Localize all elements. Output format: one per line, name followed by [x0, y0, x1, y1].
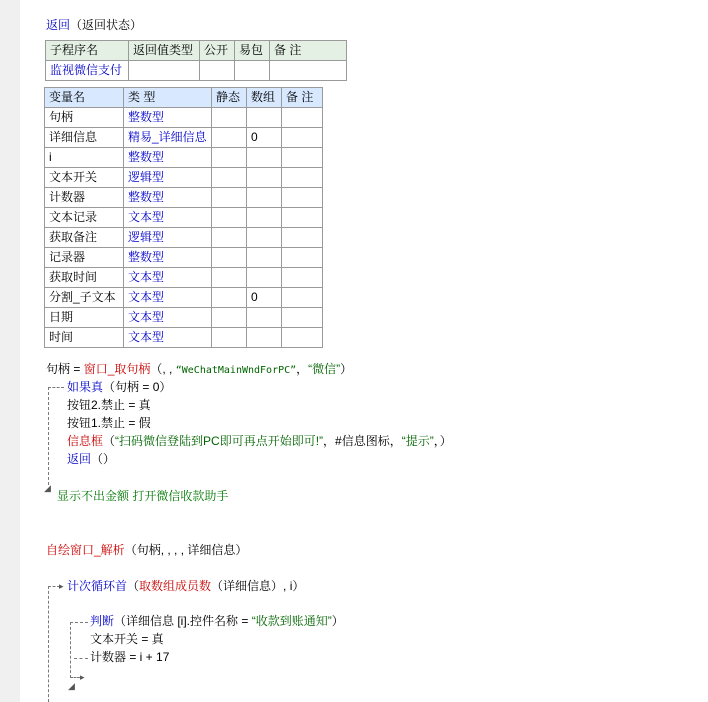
var-type[interactable]: 整数型 [124, 248, 212, 268]
header-cell: 子程序名 [46, 41, 129, 61]
code-func: 信息框 [67, 434, 104, 448]
var-name[interactable]: 分割_子文本 [45, 288, 124, 308]
var-static[interactable] [212, 248, 247, 268]
variable-table-header [45, 88, 323, 108]
header-cell: 易包 [235, 41, 270, 61]
var-name[interactable]: 详细信息 [45, 128, 124, 148]
return-note: （返回状态） [70, 18, 143, 32]
code-keyword: 判断 [90, 614, 115, 628]
code-statement: 按钮2.禁止 = 真 [67, 398, 151, 412]
var-note[interactable] [282, 248, 323, 268]
code-line-button2-disable[interactable] [67, 397, 151, 413]
var-name[interactable]: 文本开关 [45, 168, 124, 188]
subroutine-return-type[interactable] [129, 61, 200, 81]
var-array[interactable]: 0 [247, 128, 282, 148]
header-cell: 备 注 [270, 41, 347, 61]
subroutine-table-header [46, 41, 347, 61]
var-type[interactable]: 逻辑型 [124, 168, 212, 188]
var-array[interactable] [247, 168, 282, 188]
flow-connector [48, 586, 49, 702]
var-note[interactable] [282, 308, 323, 328]
code-func: 取数组成员数 [139, 579, 212, 593]
var-type[interactable]: 文本型 [124, 208, 212, 228]
flow-arrow-icon: ▸ [59, 581, 64, 591]
var-static[interactable] [212, 328, 247, 348]
variable-row[interactable] [45, 128, 323, 148]
variable-table [44, 87, 323, 348]
header-cell: 备 注 [282, 88, 323, 108]
var-static[interactable] [212, 188, 247, 208]
var-static[interactable] [212, 268, 247, 288]
code-string: “微信” [308, 362, 341, 376]
code-line-judge[interactable] [90, 613, 344, 629]
var-note[interactable] [282, 188, 323, 208]
code-keyword: 计次循环首 [67, 579, 128, 593]
code-open: （ [127, 579, 140, 593]
header-cell: 类 型 [124, 88, 212, 108]
var-note[interactable] [282, 228, 323, 248]
var-array[interactable]: 0 [247, 288, 282, 308]
flow-connector [70, 622, 88, 623]
var-type[interactable]: 文本型 [124, 328, 212, 348]
code-args: （详细信息）, i） [211, 579, 305, 593]
code-args: （, , [150, 362, 176, 376]
code-line-parse-window[interactable] [46, 542, 247, 558]
flow-connector [70, 622, 71, 678]
var-array[interactable] [247, 228, 282, 248]
var-name[interactable]: 时间 [45, 328, 124, 348]
var-note[interactable] [282, 128, 323, 148]
variable-row[interactable] [45, 208, 323, 228]
variable-row[interactable] [45, 108, 323, 128]
code-var: 句柄 [46, 362, 71, 376]
var-array[interactable] [247, 248, 282, 268]
var-array[interactable] [247, 108, 282, 128]
variable-row[interactable] [45, 188, 323, 208]
code-keyword: 返回 [67, 452, 92, 466]
var-note[interactable] [282, 168, 323, 188]
var-name[interactable]: i [45, 148, 124, 168]
var-static[interactable] [212, 288, 247, 308]
code-line-message-box[interactable] [67, 433, 452, 449]
subroutine-row[interactable] [46, 61, 347, 81]
var-array[interactable] [247, 308, 282, 328]
var-note[interactable] [282, 148, 323, 168]
code-statement: 文本开关 = 真 [90, 632, 164, 646]
subroutine-easy-pack[interactable] [235, 61, 270, 81]
code-line-return[interactable] [67, 451, 115, 467]
var-type[interactable]: 文本型 [124, 288, 212, 308]
var-note[interactable] [282, 208, 323, 228]
code-args: ，#信息图标， [323, 434, 402, 448]
code-string: “提示” [401, 434, 434, 448]
code-comma: ， [296, 362, 309, 376]
var-static[interactable] [212, 168, 247, 188]
code-comment: 显示不出金额 打开微信收款助手 [57, 489, 229, 503]
flow-arrow-icon: ▸ [80, 672, 85, 682]
variable-row[interactable] [45, 228, 323, 248]
var-type[interactable]: 文本型 [124, 308, 212, 328]
var-array[interactable] [247, 188, 282, 208]
var-array[interactable] [247, 328, 282, 348]
var-static[interactable] [212, 308, 247, 328]
var-static[interactable] [212, 128, 247, 148]
var-note[interactable] [282, 108, 323, 128]
return-status-line[interactable] [46, 17, 142, 33]
code-string: “WeChatMainWndForPC” [175, 365, 297, 376]
var-array[interactable] [247, 148, 282, 168]
var-name[interactable]: 日期 [45, 308, 124, 328]
code-line-text-switch[interactable] [90, 631, 164, 647]
variable-row[interactable] [45, 148, 323, 168]
flow-connector [48, 387, 49, 485]
subroutine-note[interactable] [270, 61, 347, 81]
var-type[interactable]: 逻辑型 [124, 228, 212, 248]
code-statement: 按钮1.禁止 = 假 [67, 416, 151, 430]
code-line-get-handle[interactable] [46, 361, 352, 379]
var-name[interactable]: 获取时间 [45, 268, 124, 288]
variable-row[interactable] [45, 328, 323, 348]
code-line-loop[interactable] [67, 578, 304, 594]
var-name[interactable]: 句柄 [45, 108, 124, 128]
var-name[interactable]: 计数器 [45, 188, 124, 208]
var-type[interactable]: 文本型 [124, 268, 212, 288]
code-condition: （详细信息 [i].控件名称 = [114, 614, 252, 628]
subroutine-name[interactable]: 监视微信支付 [46, 61, 129, 81]
header-cell: 变量名 [45, 88, 124, 108]
code-close: ） [340, 362, 353, 376]
var-name[interactable]: 记录器 [45, 248, 124, 268]
var-note[interactable] [282, 328, 323, 348]
variable-row[interactable] [45, 268, 323, 288]
flow-arrow-icon: ◢ [44, 483, 51, 493]
variable-row[interactable] [45, 308, 323, 328]
code-close: ） [331, 614, 344, 628]
var-note[interactable] [282, 288, 323, 308]
var-static[interactable] [212, 228, 247, 248]
var-type[interactable]: 精易_详细信息 [124, 128, 212, 148]
code-statement: 计数器 = i + 17 [90, 650, 170, 664]
code-func: 自绘窗口_解析 [46, 543, 125, 557]
var-type[interactable]: 整数型 [124, 188, 212, 208]
code-keyword: 如果真 [67, 380, 104, 394]
subroutine-table [45, 40, 347, 81]
code-open: （ [103, 434, 116, 448]
var-name[interactable]: 获取备注 [45, 228, 124, 248]
code-line-if-true[interactable] [67, 379, 171, 395]
variable-row[interactable] [45, 248, 323, 268]
code-string: “收款到账通知” [251, 614, 332, 628]
header-cell: 静态 [212, 88, 247, 108]
header-cell: 数组 [247, 88, 282, 108]
flow-connector [74, 658, 88, 659]
code-condition: （句柄 = 0） [103, 380, 172, 394]
header-cell: 返回值类型 [129, 41, 200, 61]
code-comment-line[interactable] [57, 488, 228, 504]
code-args: （句柄, , , , 详细信息） [124, 543, 248, 557]
flow-arrow-icon: ◢ [68, 681, 75, 691]
subroutine-public[interactable] [200, 61, 235, 81]
var-array[interactable] [247, 268, 282, 288]
variable-row[interactable] [45, 168, 323, 188]
var-type[interactable]: 整数型 [124, 108, 212, 128]
flow-connector [70, 677, 80, 678]
return-keyword: 返回 [46, 18, 71, 32]
flow-connector [48, 387, 64, 388]
code-string: “扫码微信登陆到PC即可再点开始即可!” [115, 434, 324, 448]
var-static[interactable] [212, 208, 247, 228]
code-args: （） [91, 452, 116, 466]
var-type[interactable]: 整数型 [124, 148, 212, 168]
var-array[interactable] [247, 208, 282, 228]
header-cell: 公开 [200, 41, 235, 61]
code-line-button1-disable[interactable] [67, 415, 151, 431]
code-line-counter[interactable] [90, 649, 169, 665]
var-static[interactable] [212, 108, 247, 128]
var-name[interactable]: 文本记录 [45, 208, 124, 228]
code-func: 窗口_取句柄 [83, 362, 151, 376]
var-note[interactable] [282, 268, 323, 288]
editor-gutter [0, 0, 20, 702]
code-op: = [70, 362, 84, 376]
variable-row[interactable] [45, 288, 323, 308]
var-static[interactable] [212, 148, 247, 168]
code-close: ，） [433, 434, 452, 448]
